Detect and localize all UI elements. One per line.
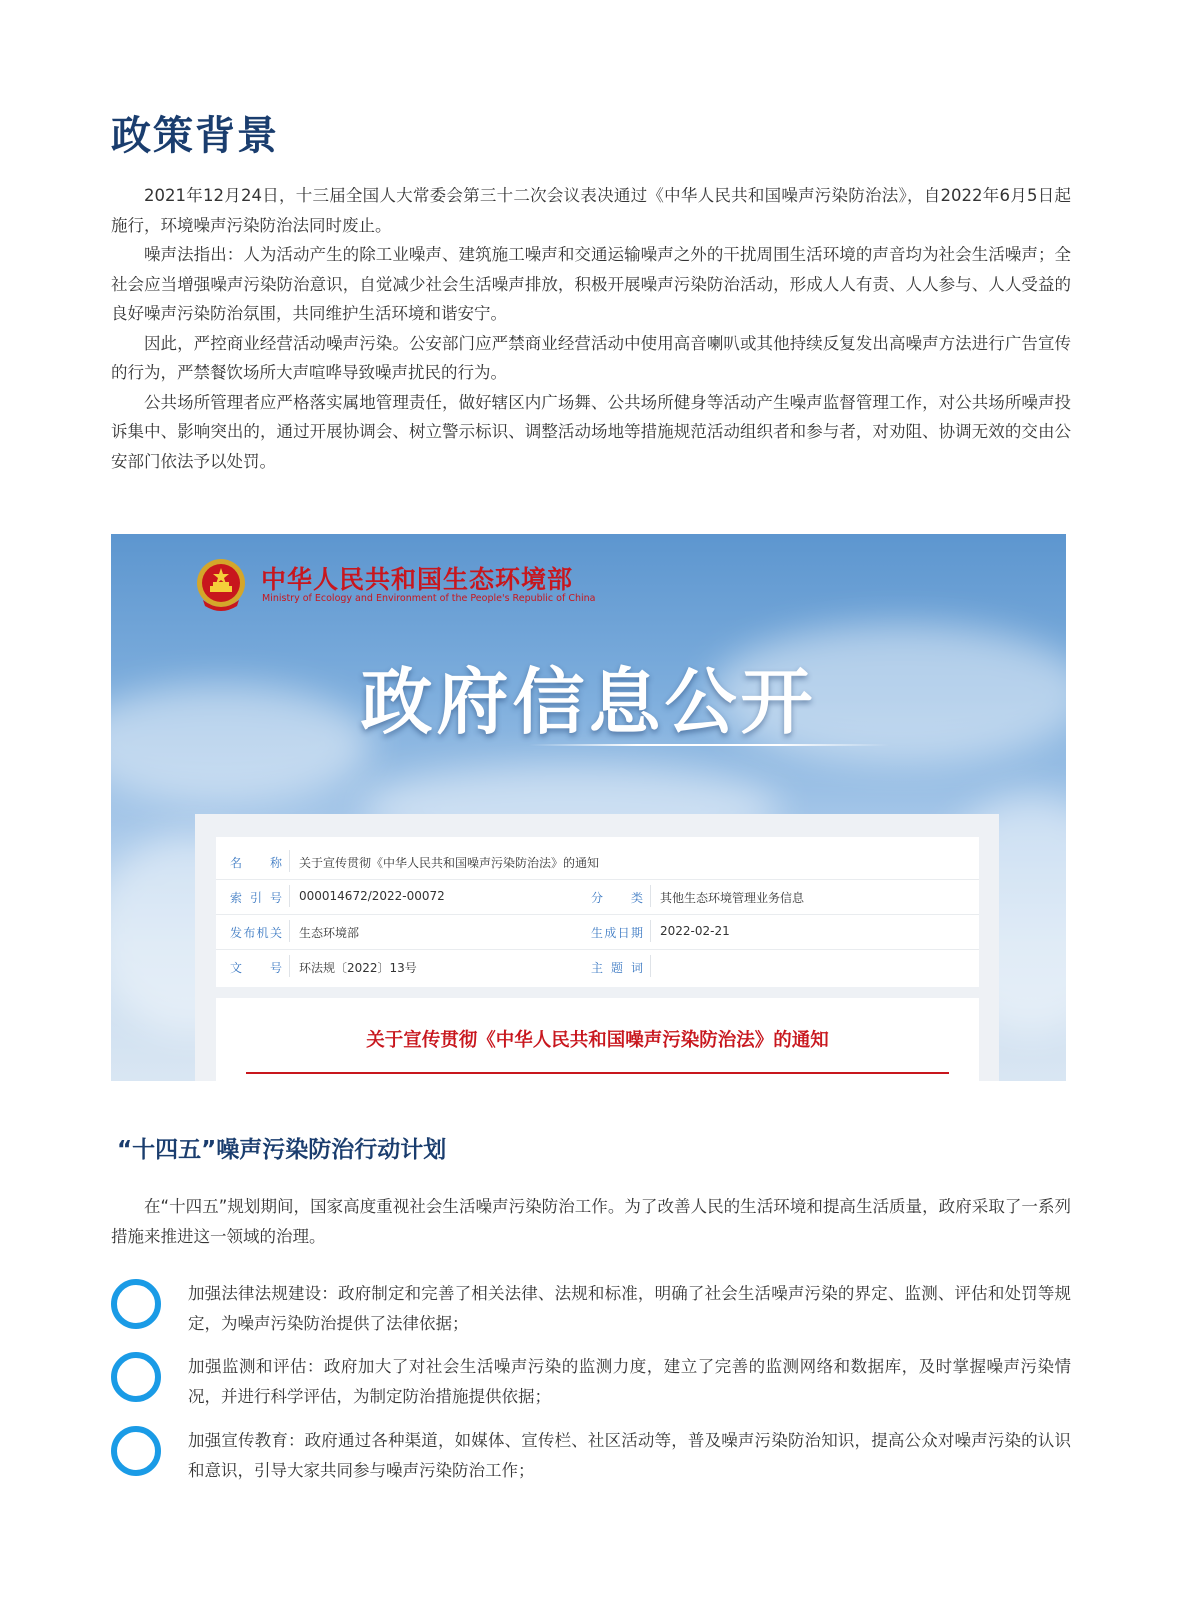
document-info-table [216,837,979,987]
issuer-value: 生态环境部 [299,926,360,940]
paragraph: 公共场所管理者应严格落实属地管理责任，做好辖区内广场舞、公共场所健身等活动产生噪声监督管理工作，对公共场所噪声投诉集中、影响突出的，通过开展协调会、树立警示标识、调整活动场地等措施规范活动组织者和参与者，对劝阻、协调无效的交由公安部门依法予以处罚。 [111,392,1071,471]
intro-text [111,181,1071,476]
government-info-banner [111,534,1066,1081]
table-row [216,844,979,880]
paragraph: 2021年12月24日，十三届全国人大常委会第三十二次会议表决通过《中华人民共和国噪声污染防治法》，自2022年6月5日起施行，环境噪声污染防治法同时废止。 [111,186,1071,235]
table-row [216,914,979,950]
table-row [216,879,979,915]
docno-value: 环法规〔2022〕13号 [299,961,417,975]
date-label: 生成日期 [591,926,643,940]
notice-card [216,998,979,1081]
circle-bullet-icon [111,1352,161,1402]
table-row [216,949,979,984]
circle-bullet-icon [111,1279,161,1329]
ministry-name-cn: 中华人民共和国生态环境部 [261,565,574,594]
category-value: 其他生态环境管理业务信息 [660,891,805,905]
notice-divider [246,1072,949,1074]
ministry-name-en: Ministry of Ecology and Environment of the People's Republic of China [262,593,596,604]
notice-title: 关于宣传贯彻《中华人民共和国噪声污染防治法》的通知 [366,1030,829,1051]
date-value: 2022-02-21 [660,924,730,938]
paragraph: 噪声法指出：人为活动产生的除工业噪声、建筑施工噪声和交通运输噪声之外的干扰周围生活环境的声音均为社会生活噪声；全社会应当增强噪声污染防治意识，自觉减少社会生活噪声排放，积极开展噪声污染防治活动，形成人人有责、人人参与、人人受益的良好噪声污染防治氛围，共同维护生活环境和谐安宁。 [111,245,1071,323]
docno-label: 文 号 [230,961,282,975]
name-value: 关于宣传贯彻《中华人民共和国噪声污染防治法》的通知 [299,856,600,870]
section-heading: “十四五”噪声污染防治行动计划 [117,1137,447,1163]
name-label: 名 称 [230,856,282,870]
subject-label: 主题词 [591,961,643,975]
list-item-text: 加强法律法规建设：政府制定和完善了相关法律、法规和标准，明确了社会生活噪声污染的界定、监测、评估和处罚等规定，为噪声污染防治提供了法律依据； [188,1284,1071,1333]
list-item-text: 加强宣传教育：政府通过各种渠道，如媒体、宣传栏、社区活动等，普及噪声污染防治知识，提高公众对噪声污染的认识和意识，引导大家共同参与噪声污染防治工作； [188,1431,1071,1480]
circle-bullet-icon [111,1426,161,1476]
paragraph: 因此，严控商业经营活动噪声污染。公安部门应严禁商业经营活动中使用高音喇叭或其他持续反复发出高噪声方法进行广告宣传的行为，严禁餐饮场所大声喧哗导致噪声扰民的行为。 [111,333,1071,382]
paragraph: 在“十四五”规划期间，国家高度重视社会生活噪声污染防治工作。为了改善人民的生活环境和提高生活质量，政府采取了一系列措施来推进这一领域的治理。 [111,1197,1071,1246]
issuer-label: 发布机关 [230,926,282,940]
section-intro [111,1192,1071,1251]
index-value: 000014672/2022-00072 [299,889,445,903]
page-title: 政策背景 [111,113,279,159]
list-item-text: 加强监测和评估：政府加大了对社会生活噪声污染的监测力度，建立了完善的监测网络和数据库，及时掌握噪声污染情况，并进行科学评估，为制定防治措施提供依据； [188,1357,1071,1406]
banner-heading: 政府信息公开 [360,660,817,744]
category-label: 分 类 [591,891,643,905]
national-emblem-icon [193,556,249,614]
index-label: 索引号 [230,891,282,905]
banner-divider [529,744,889,746]
